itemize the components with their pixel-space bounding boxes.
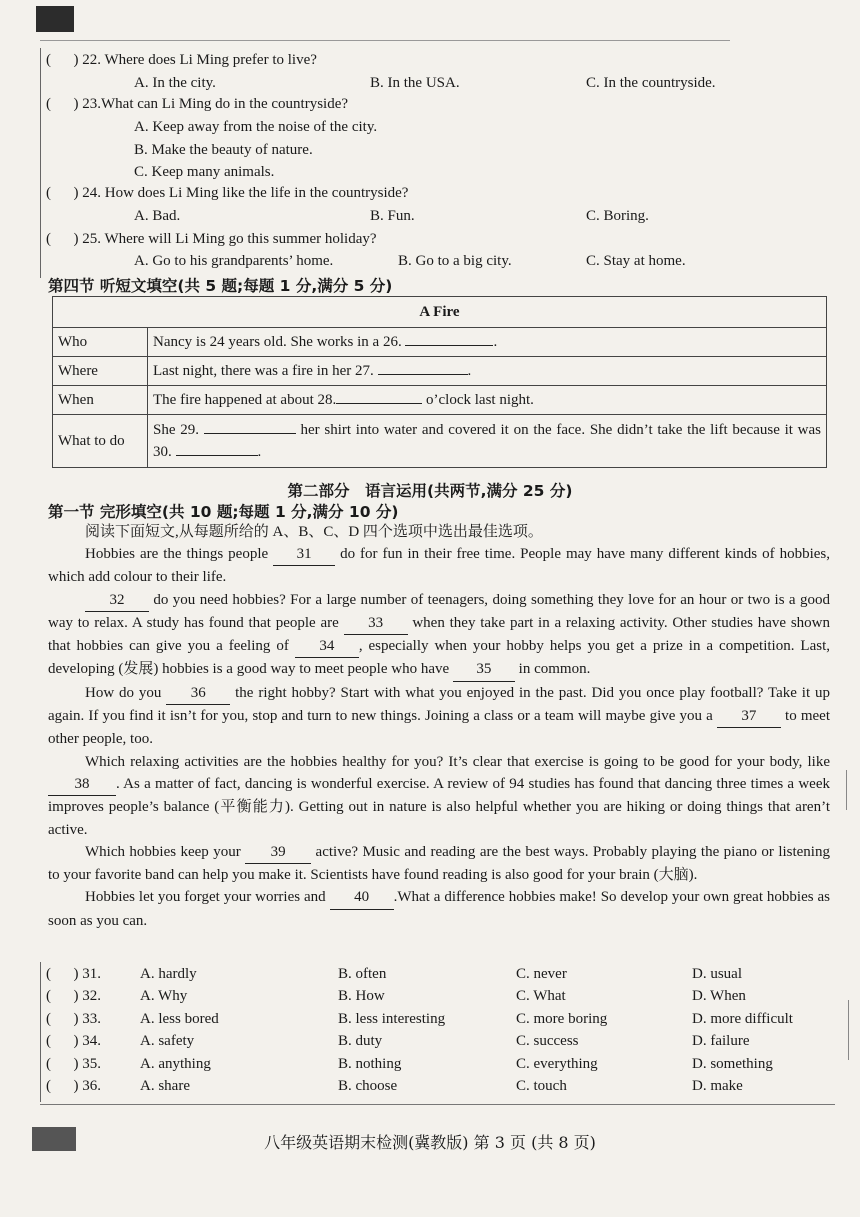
paragraph-3: How do you 36 the right hobby? Start with what you enjoyed in the past. Did you once play football? Take it up again. If you find it isn’t for you, stop and turn to new things. Joining a class or a team will maybe give you a 37 to meet other people, too. [48, 682, 830, 751]
cloze-question-31: ( ) 31. [46, 966, 101, 982]
margin-rule-lower [40, 962, 41, 1102]
q23-option-c: C. Keep many animals. [134, 164, 275, 180]
q25-option-a: A. Go to his grandparents’ home. [134, 253, 334, 269]
paragraph-5: Which hobbies keep your 39 active? Music and reading are the best ways. Probably playing the piano or listening to your favorite band can help you make it. Scientists have found reading is also good for your brain (大脑). [48, 841, 830, 887]
row-label-what-to-do: What to do [53, 415, 148, 468]
answer-blank-28[interactable] [336, 403, 422, 404]
q35-option-d: D. something [692, 1056, 773, 1072]
q24-option-a: A. Bad. [134, 208, 181, 224]
row-who: Nancy is 24 years old. She works in a 26. . [148, 328, 827, 357]
q36-option-d: D. make [692, 1078, 743, 1094]
q36-option-b: B. choose [338, 1078, 398, 1094]
q34-option-b: B. duty [338, 1033, 383, 1049]
q35-option-c: C. everything [516, 1056, 598, 1072]
part2-title: 第二部分 语言运用(共两节,满分 25 分) [287, 482, 573, 500]
bottom-rule [40, 1104, 835, 1105]
q25-option-c: C. Stay at home. [586, 253, 686, 269]
q22-option-b: B. In the USA. [370, 75, 460, 91]
blank-37[interactable]: 37 [717, 705, 781, 728]
q22-option-a: A. In the city. [134, 75, 216, 91]
q22-option-c: C. In the countryside. [586, 75, 716, 91]
q32-option-d: D. When [692, 988, 746, 1004]
q25-option-b: B. Go to a big city. [398, 253, 512, 269]
paragraph-1: Hobbies are the things people 31 do for fun in their free time. People may have many different kinds of hobbies, which add colour to their life. [48, 543, 830, 589]
q32-option-a: A. Why [140, 988, 188, 1004]
blank-35[interactable]: 35 [453, 658, 515, 681]
q23-option-a: A. Keep away from the noise of the city. [134, 119, 378, 135]
row-label-where: Where [53, 357, 148, 386]
q36-option-c: C. touch [516, 1078, 567, 1094]
fire-table-title: A Fire [53, 297, 827, 328]
paragraph-4: Which relaxing activities are the hobbies healthy for you? It’s clear that exercise is going to be good for your body, like 38 . As a matter of fact, dancing is wonderful exercise. A review of 94 studies has found that dancing three times a week improves people’s balance (平衡能力). Getting out in nature is also helpful whether you are hiking or doing things that aren’t active. [48, 753, 830, 838]
cloze-question-33: ( ) 33. [46, 1011, 101, 1027]
cloze-question-35: ( ) 35. [46, 1056, 101, 1072]
answer-blank-26[interactable] [405, 345, 493, 346]
paragraph-2: 32 do you need hobbies? For a large number of teenagers, doing something they love for an hour or two is a good way to relax. A study has found that people are 33 when they take part in a relaxing activity. Other studies have shown that hobbies can give you a feeling of 34 , especially when your hobby helps you get a prize in a competition. Last, developing (发展) hobbies is a good way to meet people who have 35 in common. [48, 589, 830, 682]
blank-34[interactable]: 34 [295, 635, 359, 658]
q24-option-c: C. Boring. [586, 208, 649, 224]
q34-option-c: C. success [516, 1033, 579, 1049]
cloze-question-34: ( ) 34. [46, 1033, 101, 1049]
answer-blank-29[interactable] [204, 433, 296, 434]
question-22: ( ) 22. Where does Li Ming prefer to live? [46, 52, 317, 68]
q33-option-c: C. more boring [516, 1011, 608, 1027]
margin-rule [40, 48, 41, 278]
blank-39[interactable]: 39 [245, 841, 311, 864]
blank-38[interactable]: 38 [48, 773, 116, 796]
row-when: The fire happened at about 28. o’clock last night. [148, 386, 827, 415]
row-label-who: Who [53, 328, 148, 357]
q33-option-b: B. less interesting [338, 1011, 446, 1027]
q24-option-b: B. Fun. [370, 208, 415, 224]
q32-option-c: C. What [516, 988, 566, 1004]
instruction: 阅读下面短文,从每题所给的 A、B、C、D 四个选项中选出最佳选项。 [85, 524, 543, 540]
blank-40[interactable]: 40 [330, 886, 394, 909]
q33-option-d: D. more difficult [692, 1011, 793, 1027]
section1-title: 第一节 完形填空(共 10 题;每题 1 分,满分 10 分) [48, 503, 399, 521]
scan-edge-mark-2 [848, 1000, 849, 1060]
scan-corner-mark [36, 6, 74, 32]
question-25: ( ) 25. Where will Li Ming go this summer holiday? [46, 231, 377, 247]
q36-option-a: A. share [140, 1078, 190, 1094]
row-what-to-do: She 29. her shirt into water and covered it on the face. She didn’t take the lift because it was 30. . [148, 415, 827, 468]
scan-edge-mark [846, 770, 847, 810]
question-24: ( ) 24. How does Li Ming like the life in the countryside? [46, 185, 409, 201]
q31-option-d: D. usual [692, 966, 742, 982]
blank-33[interactable]: 33 [344, 612, 408, 635]
fire-table [52, 296, 827, 468]
q35-option-a: A. anything [140, 1056, 211, 1072]
q31-option-a: A. hardly [140, 966, 197, 982]
q34-option-d: D. failure [692, 1033, 750, 1049]
q31-option-c: C. never [516, 966, 567, 982]
paragraph-6: Hobbies let you forget your worries and 40 .What a difference hobbies make! So develop your own great hobbies as soon as you can. [48, 886, 830, 932]
q23-option-b: B. Make the beauty of nature. [134, 142, 313, 158]
row-label-when: When [53, 386, 148, 415]
answer-blank-27[interactable] [378, 374, 468, 375]
section4-title: 第四节 听短文填空(共 5 题;每题 1 分,满分 5 分) [48, 277, 393, 295]
answer-blank-30[interactable] [176, 455, 258, 456]
cloze-question-32: ( ) 32. [46, 988, 101, 1004]
page-footer: 八年级英语期末检测(冀教版) 第 3 页 (共 8 页) [264, 1133, 596, 1152]
question-23: ( ) 23.What can Li Ming do in the countryside? [46, 96, 349, 112]
q31-option-b: B. often [338, 966, 387, 982]
q32-option-b: B. How [338, 988, 385, 1004]
q35-option-b: B. nothing [338, 1056, 402, 1072]
blank-36[interactable]: 36 [166, 682, 230, 705]
top-rule [40, 40, 730, 41]
blank-32[interactable]: 32 [85, 589, 149, 612]
cloze-question-36: ( ) 36. [46, 1078, 101, 1094]
q33-option-a: A. less bored [140, 1011, 219, 1027]
row-where: Last night, there was a fire in her 27. . [148, 357, 827, 386]
blank-31[interactable]: 31 [273, 543, 335, 566]
cloze-passage [48, 543, 830, 932]
q34-option-a: A. safety [140, 1033, 195, 1049]
